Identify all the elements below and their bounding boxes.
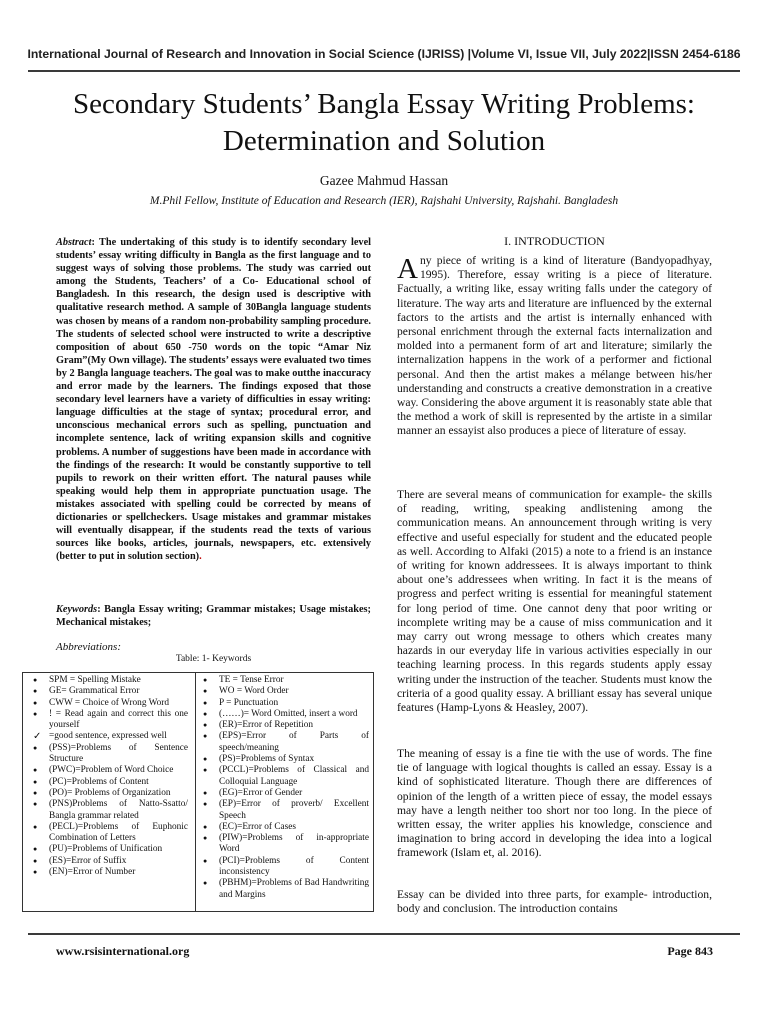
list-item: ● (PSS)=Problems of Sentence Structure [33, 743, 188, 766]
author-affiliation: M.Phil Fellow, Institute of Education and Research (IER), Rajshahi University, Rajshahi. Bangladesh [149, 195, 619, 207]
list-item: ● (PECL)=Problems of Euphonic Combination of Letters [33, 822, 188, 845]
abstract-text-4: Bangla language teachers. The goal was to make outthe inaccuracy and error made by the learners. The findings exposed that those secondary level learners have a variety of difficulties in essay writing: language difficulties at the stage of syntax; procedural error, and unconscious mechanical errors such as spelling, punctuation and incomplete sentence, lack of writing expansion skills and cognitive problems. A number of suggestions have been made in accordance with the findings of the research: It would be constantly supportive to tell pupils to rework on their written effort. The natural pauses while speaking would help them in appropriate punctuation usage. The mistakes associated with spelling could be corrected by means of dictionaries or spellcheckers. Usage mistakes and grammar mistakes will eventually disappear, if the students read the texts of various sources like books, articles, journals, newspapers, etc. extensively (better to put in solution section) [56, 367, 371, 563]
section-heading: I. INTRODUCTION [504, 234, 605, 248]
list-item: ● (PO)= Problems of Organization [33, 788, 188, 799]
list-item: ● ! = Read again and correct this one yourself [33, 709, 188, 732]
intro-paragraph-4: Essay can be divided into three parts, for example- introduction, body and conclusion. The introduction contains [397, 888, 712, 916]
table-right-list [203, 675, 369, 901]
table-caption: Table: 1- Keywords [175, 654, 252, 664]
list-item: ● (PCI)=Problems of Content inconsistency [203, 856, 369, 879]
table-left-list [33, 675, 188, 878]
list-item: ● (PIW)=Problems of in-appropriate Word [203, 833, 369, 856]
intro-paragraph-1 [397, 254, 712, 439]
abstract-text-3: Educational school of Bangladesh. In this research, the design used is descriptive with qualitative research method. A sample of 30Bangla language students was chosen by means of a random non-probability sampling procedure. The students of selected school were instructed to write a descriptive composition of about 650 -750 words [56, 276, 372, 353]
list-item: ● SPM = Spelling Mistake [33, 675, 188, 686]
footer-page-number: Page 843 [667, 944, 713, 958]
title-line-1: Secondary Students’ Bangla Essay Writing Problems: [73, 88, 695, 120]
abstract: Abstract: The undertaking of this study is to identify secondary level students’ essay writing difficulty in Bangla as the first language and to suggest ways of solving those problems. The study was carried out among the Students, Teachers’ of a Co- Educational school of Bangladesh. In this research, the design used is descriptive with qualitative research method. A sample of 30Bangla language students was chosen by means of a random non-probability sampling procedure. The students of selected school were instructed to write a descriptive composition of about 650 -750 words on the topic “Amar Niz Gram”(My Own village). The students’ essays were evaluated two times by 2 Bangla language teachers. The goal was to make outthe inaccuracy and error made by the learners. The findings exposed that those secondary level learners have a variety of difficulties in essay writing: language difficulties at the stage of syntax; procedural error, and unconscious mechanical errors such as spelling, punctuation and incomplete sentence, lack of writing expansion skills and cognitive problems. A number of suggestions have been made in accordance with the findings of the research: It would be constantly supportive to tell pupils to rework on their written effort. The natural pauses while speaking would help them in appropriate punctuation usage. The mistakes associated with spelling could be corrected by means of dictionaries or spellcheckers. Usage mistakes and grammar mistakes will eventually disappear, if the students read the texts of various sources like books, articles, journals, newspapers, etc. extensively (better to put in solution section). [56, 237, 372, 563]
list-item: ● (PS)=Problems of Syntax [203, 754, 369, 765]
list-item: ● (EPS)=Error of Parts of speech/meaning [203, 731, 369, 754]
abstract-text-u2: study was carried out among the Students, Teachers’ of a Co- [56, 263, 371, 288]
abstract-text-1: The undertaking of this study is to identify secondary level [98, 237, 372, 248]
footer-rule [28, 933, 740, 935]
keywords: Keywords: Bangla Essay writing; Grammar mistakes; Usage mistakes; Mechanical mistakes; [56, 604, 371, 629]
list-item: ● (ES)=Error of Suffix [33, 856, 188, 867]
abbreviations-label: Abbreviations [56, 641, 118, 653]
author-name: Gazee Mahmud Hassan [319, 173, 449, 188]
keywords-label: Keywords [56, 604, 98, 615]
list-item: ● CWW = Choice of Wrong Word [33, 698, 188, 709]
footer-website: www.rsisinternational.org [56, 944, 190, 958]
list-item: ● GE= Grammatical Error [33, 686, 188, 697]
list-item: ● (PWC)=Problem of Word Choice [33, 765, 188, 776]
list-item: ● (EG)=Error of Gender [203, 788, 369, 799]
keywords-table [22, 672, 374, 912]
list-item: ● (EN)=Error of Number [33, 867, 188, 878]
header-rule [28, 70, 740, 72]
paper-title [30, 86, 738, 160]
keywords-text: Bangla Essay writing; Grammar mistakes; Usage mistakes; Mechanical mistakes; [56, 604, 371, 629]
list-item: ● (PBHM)=Problems of Bad Handwriting and Margins [203, 878, 369, 901]
list-item: ✓ =good sentence, expressed well [33, 731, 188, 742]
list-item: ● (……)= Word Omitted, insert a word [203, 709, 369, 720]
abstract-text-2: language and to suggest ways of solving those problems. The [56, 250, 372, 275]
list-item: ● WO = Word Order [203, 686, 369, 697]
list-item: ● (ER)=Error of Repetition [203, 720, 369, 731]
list-item: ● (PU)=Problems of Unification [33, 844, 188, 855]
abstract-end: . [199, 551, 202, 563]
abstract-text-u3: on the topic “Amar Niz Gram”(My Own village). The students’ essays were evaluated two times by 2 [56, 341, 372, 379]
abstract-label: Abstract [56, 237, 92, 248]
list-item: ● (PCCL)=Problems of Classical and Colloquial Language [203, 765, 369, 788]
title-line-2: Determination and Solution [222, 125, 546, 157]
intro-paragraph-3: The meaning of essay is a fine tie with the use of words. The fine tie of language with logical thoughts is called an essay. Essay is a kind of sophisticated literature. Though there are differences of opinion of the length of a written piece of essay, the model essays may have a length neither too short nor too long. In the piece of written essay, the writer applies his knowledge, conscience and imagination to bring accord in developing the idea into a logical framework (Islam et, al. 2016). [397, 747, 712, 860]
list-item: ● (PC)=Problems of Content [33, 777, 188, 788]
abbreviations-heading: Abbreviations: [56, 641, 121, 653]
list-item: ● (EC)=Error of Cases [203, 822, 369, 833]
intro-paragraph-2: There are several means of communication for example- the skills of reading, writing, speaking andlistening among the communication means. An announcement through writing is very effective and useful especially for student and the educated people as well. According to Alfaki (2015) a note to a friend is an instance of writing for known addressees. It is always important to think about one’s addressees when writing. In fact it is the means of progress and perfect writing is essential for meaningful statement for long period of time. One cannot deny that poor writing or incomplete writing may be a cause of miss communication and it may carry out wrong message to others which creates many hazards in our everyday life in various activities especially in our teaching learning process. In this regards students apply essay writing under the instruction of the teacher. Students must know the criteria of a good quality essay. A brilliant essay has several unique features (Hamp-Lyons & Heasley, 2007). [397, 488, 712, 715]
journal-header: International Journal of Research and Innovation in Social Science (IJRISS) |Volume VI, Issue VII, July 2022|ISSN 2454-6186 [27, 47, 741, 61]
list-item: ● (PNS)Problems of Natto-Ssatto/ Bangla grammar related [33, 799, 188, 822]
drop-cap: A [397, 253, 418, 285]
list-item: ● P = Punctuation [203, 698, 369, 709]
table-divider [195, 673, 196, 911]
abstract-text-u1: students’ essay writing difficulty in Bangla as the first [56, 250, 297, 262]
list-item: ● TE = Tense Error [203, 675, 369, 686]
list-item: ● (EP)=Error of proverb/ Excellent Speech [203, 799, 369, 822]
intro-paragraph-1-text: ny piece of writing is a kind of literature (Bandyopadhyay, 1995). Therefore, essay writing is a piece of literature. Factually, a writing like, essay writing falls under the category of literature. The way arts and literature are influenced by the external factors to the artists and the artist is internally enhanced with personal enrichment through the external facts internalization and molded into a permanent form of art and literature; similarly the internalization happens in the work of a performer and fictional personal. And then the artist makes a mélange between his/her understanding and constructs a creative demonstration in a creative way. Considering the above argument it is reasonably state able that the method a work of skill is represented by the artiste in a similar manner an essayist also produces a piece of literature of essay. [397, 254, 712, 438]
